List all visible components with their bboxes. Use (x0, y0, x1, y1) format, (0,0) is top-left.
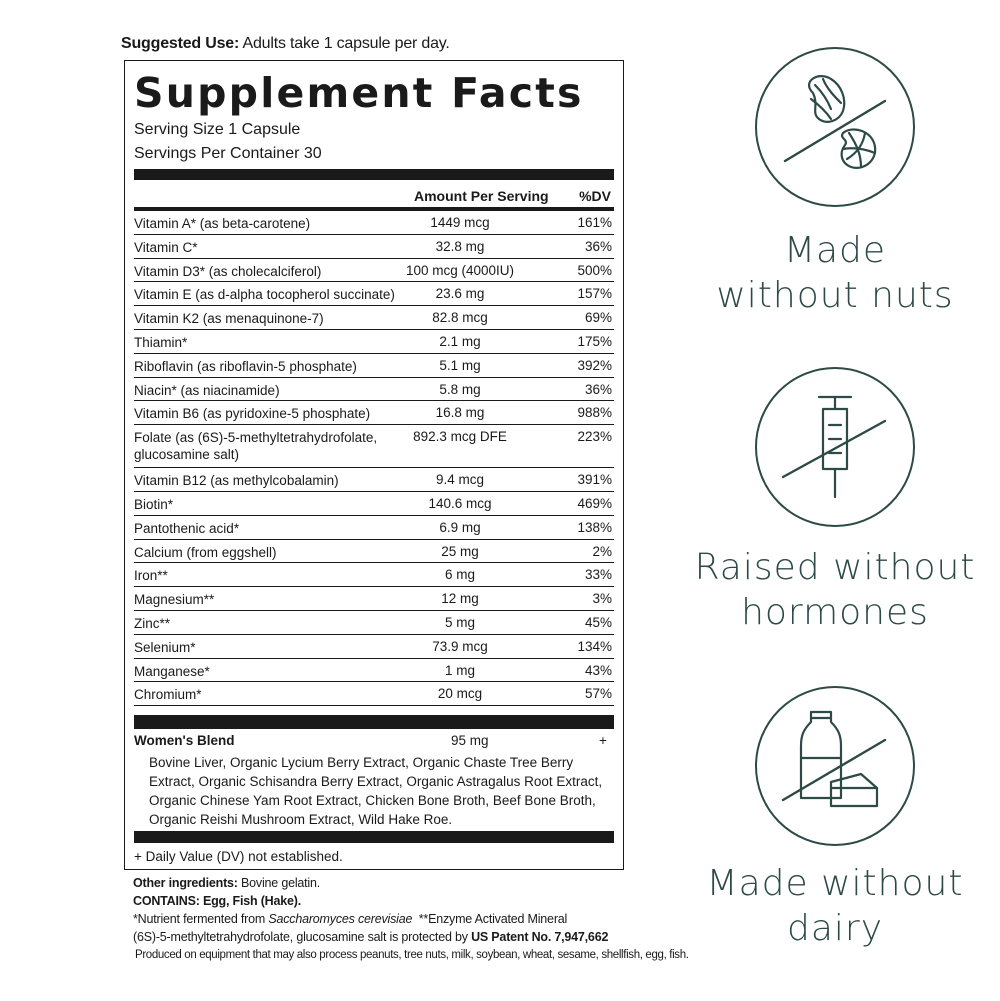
table-row (134, 259, 614, 283)
fermented-organism: Saccharomyces cerevisiae (268, 912, 413, 926)
nutrient-amount: 23.6 mg (435, 286, 485, 302)
table-row (134, 378, 614, 402)
divider-thick (134, 715, 614, 729)
nutrient-dv: 69% (584, 310, 612, 326)
blend-title: Women's Blend (134, 733, 235, 748)
nutrient-name: Biotin* (134, 496, 174, 512)
nutrient-dv: 134% (577, 638, 612, 654)
dv-footnote: + Daily Value (DV) not established. (134, 849, 343, 864)
table-row (134, 635, 614, 659)
nutrient-dv: 2% (592, 543, 612, 559)
blend-amount: 95 mg (451, 733, 489, 748)
nutrient-name: Riboflavin (as riboflavin-5 phosphate) (134, 358, 357, 374)
contains-text: CONTAINS: Egg, Fish (Hake). (133, 894, 301, 908)
nutrient-name: Folate (as (6S)-5-methyltetrahydrofolate, glucosamine salt) (134, 430, 378, 463)
suggested-use (121, 35, 450, 53)
nutrient-amount: 892.3 mcg DFE (413, 429, 507, 445)
nutrient-amount: 25 mg (441, 543, 479, 559)
nutrient-dv: 138% (577, 519, 612, 535)
nutrient-name: Pantothenic acid* (134, 520, 240, 536)
claim-line: without nuts (716, 275, 954, 316)
nutrient-amount: 5.1 mg (439, 357, 481, 373)
claim-no-hormones (680, 545, 990, 635)
patent-text: (6S)-5-methyltetrahydrofolate, glucosamine salt is protected by (133, 930, 472, 944)
table-row (134, 235, 614, 259)
table-row (134, 211, 614, 235)
allergen-note: Produced on equipment that may also process peanuts, tree nuts, milk, soybean, wheat, sesame, shellfish, egg, fish. (135, 949, 689, 961)
nutrient-name: Vitamin K2 (as menaquinone-7) (134, 311, 324, 327)
claim-line: hormones (741, 592, 929, 633)
nutrient-dv: 391% (577, 472, 612, 488)
table-row (134, 282, 614, 306)
blend-dv: + (599, 733, 607, 748)
suggested-use-label: Suggested Use: (121, 35, 240, 52)
claim-no-dairy (680, 861, 990, 951)
claim-no-nuts (680, 228, 990, 318)
table-row (134, 425, 614, 468)
divider-thick (134, 169, 614, 180)
nutrient-amount: 140.6 mcg (428, 495, 492, 511)
contains-statement (133, 894, 301, 908)
nutrient-amount: 32.8 mg (435, 238, 485, 254)
nutrient-rows (134, 211, 614, 706)
no-nuts-icon (755, 47, 915, 207)
suggested-use-text: Adults take 1 capsule per day. (239, 35, 450, 52)
nutrient-amount: 6.9 mg (439, 519, 481, 535)
fermented-note (133, 912, 567, 926)
fermented-prefix: *Nutrient fermented from (133, 912, 269, 926)
nutrient-dv: 36% (584, 381, 612, 397)
nutrient-amount: 5.8 mg (439, 381, 481, 397)
claim-line: Made (783, 230, 887, 271)
nutrient-name: Vitamin D3* (as cholecalciferol) (134, 263, 322, 279)
nutrient-name: Vitamin E (as d-alpha tocopherol succinate) (134, 287, 395, 303)
no-dairy-icon (755, 686, 915, 846)
nutrient-dv: 223% (577, 429, 612, 445)
nutrient-dv: 43% (584, 662, 612, 678)
table-row (134, 563, 614, 587)
claim-line: Raised without (694, 547, 976, 588)
column-header-amount: Amount Per Serving (414, 188, 549, 204)
column-header-dv: %DV (579, 188, 611, 204)
nutrient-amount: 20 mcg (437, 686, 483, 702)
table-row (134, 587, 614, 611)
nutrient-name: Niacin* (as niacinamide) (134, 382, 280, 398)
no-hormones-icon (755, 367, 915, 527)
table-row (134, 401, 614, 425)
nutrient-dv: 36% (584, 238, 612, 254)
patent-number: US Patent No. 7,947,662 (471, 930, 609, 944)
other-ingredients-text: Bovine gelatin. (237, 876, 321, 890)
table-row (134, 516, 614, 540)
nutrient-name: Chromium* (134, 687, 202, 703)
nutrient-dv: 57% (584, 686, 612, 702)
nutrient-amount: 16.8 mg (435, 405, 485, 421)
nutrient-name: Vitamin B12 (as methylcobalamin) (134, 473, 339, 489)
nutrient-dv: 45% (584, 614, 612, 630)
nutrient-dv: 3% (592, 591, 612, 607)
patent-note (133, 930, 608, 944)
nutrient-dv: 157% (577, 286, 612, 302)
nutrient-name: Vitamin A* (as beta-carotene) (134, 216, 311, 231)
nutrient-amount: 82.8 mcg (432, 310, 488, 326)
servings-per-container: Servings Per Container 30 (134, 145, 322, 162)
nutrient-name: Zinc** (134, 615, 171, 631)
divider-thick (134, 831, 614, 843)
nutrient-amount: 5 mg (444, 614, 475, 630)
nutrient-name: Iron** (134, 568, 168, 584)
nutrient-amount: 9.4 mcg (435, 472, 485, 488)
table-row (134, 330, 614, 354)
table-row (134, 306, 614, 330)
table-row (134, 682, 614, 706)
nutrient-amount: 1 mg (444, 662, 475, 678)
facts-title: Supplement Facts (134, 69, 584, 117)
table-row (134, 611, 614, 635)
supplement-facts-panel (124, 60, 624, 870)
other-ingredients-label: Other ingredients: (133, 876, 238, 890)
nutrient-name: Manganese* (134, 663, 210, 679)
nutrient-name: Vitamin C* (134, 239, 198, 255)
nutrient-amount: 2.1 mg (439, 333, 481, 349)
nutrient-dv: 500% (577, 262, 612, 278)
nutrient-name: Thiamin* (134, 334, 188, 350)
nutrient-amount: 73.9 mcg (432, 638, 488, 654)
nutrient-dv: 175% (577, 333, 612, 349)
nutrient-name: Magnesium** (134, 592, 215, 608)
enzyme-note: **Enzyme Activated Mineral (412, 912, 568, 926)
serving-size: Serving Size 1 Capsule (134, 121, 301, 138)
nutrient-amount: 1449 mcg (430, 215, 490, 230)
nutrient-dv: 988% (577, 405, 612, 421)
nutrient-dv: 33% (584, 567, 612, 583)
nutrient-dv: 161% (577, 215, 612, 230)
nutrient-dv: 392% (577, 357, 612, 373)
other-ingredients (133, 876, 320, 890)
nutrient-dv: 469% (577, 495, 612, 511)
nutrient-amount: 100 mcg (4000IU) (405, 262, 515, 278)
nutrient-amount: 6 mg (444, 567, 475, 583)
table-row (134, 468, 614, 492)
blend-ingredients: Bovine Liver, Organic Lycium Berry Extract, Organic Chaste Tree Berry Extract, Organic Schisandra Berry Extract, Organic Astragalus Root Extract, Organic Chinese Yam Root Extract, Chicken Bone Broth, Beef Bone Broth, Organic Reishi Mushroom Extract, Wild Hake Roe. (149, 755, 603, 827)
claim-line: Made without (706, 863, 964, 904)
table-row (134, 540, 614, 564)
nutrient-name: Selenium* (134, 639, 196, 655)
table-row (134, 492, 614, 516)
nutrient-name: Vitamin B6 (as pyridoxine-5 phosphate) (134, 406, 371, 422)
table-row (134, 659, 614, 683)
table-row (134, 354, 614, 378)
claim-line: dairy (786, 908, 884, 949)
nutrient-amount: 12 mg (441, 591, 479, 607)
nutrient-name: Calcium (from eggshell) (134, 544, 277, 560)
